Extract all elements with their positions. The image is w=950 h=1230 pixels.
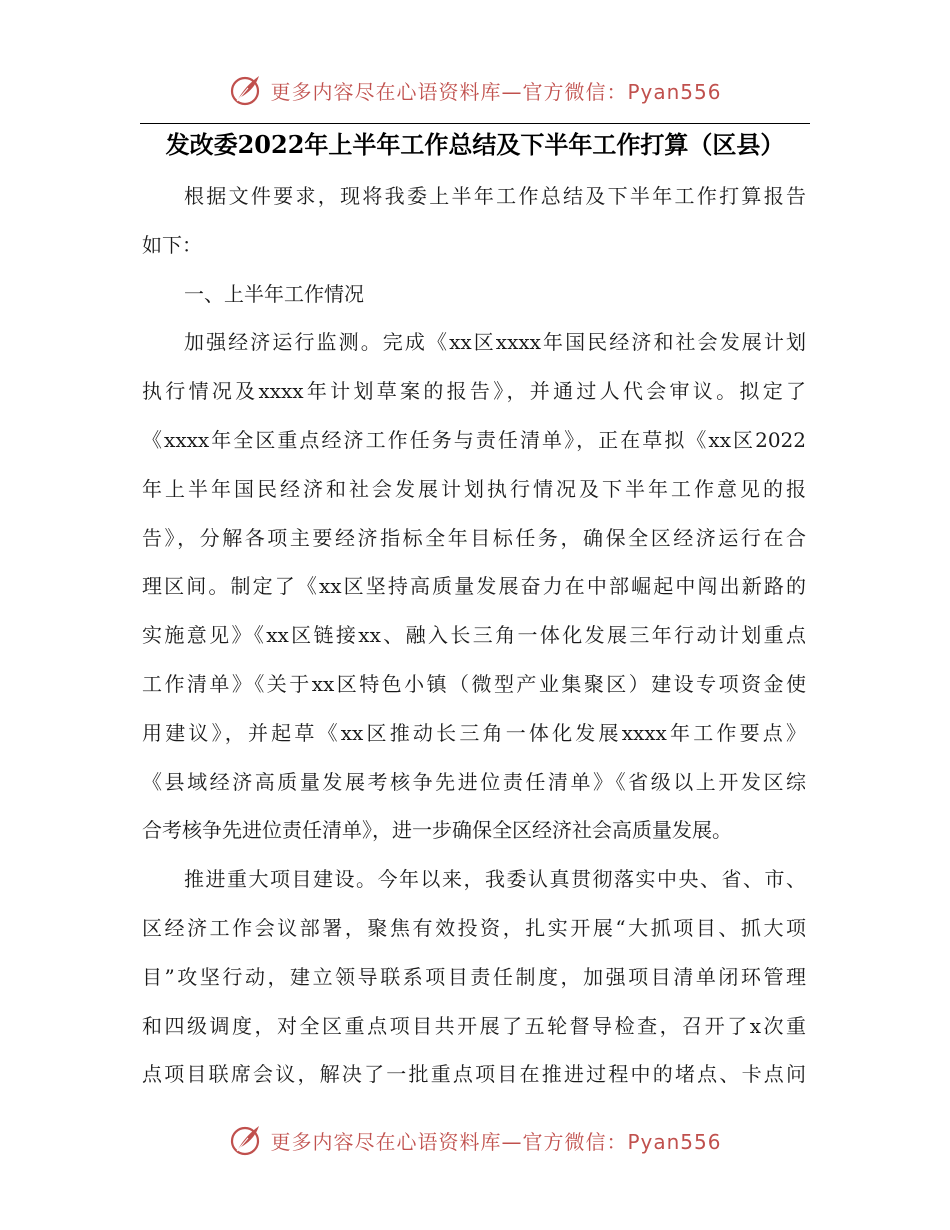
paragraph-line: 目”攻坚行动，建立领导联系项目责任制度，加强项目清单闭环管理 [142, 964, 806, 989]
document-title: 发改委2022年上半年工作总结及下半年工作打算（区县） [165, 130, 785, 159]
paragraph-line: 《xxxx年全区重点经济工作任务与责任清单》，正在草拟《xx区2022 [142, 427, 806, 452]
document-body [142, 176, 806, 1103]
paragraph-line: 理区间。制定了《xx区坚持高质量发展奋力在中部崛起中闯出新路的 [142, 574, 806, 599]
paragraph-line: 实施意见》《xx区链接xx、融入长三角一体化发展三年行动计划重点 [142, 623, 806, 648]
paragraph-line: 执行情况及xxxx年计划草案的报告》，并通过人代会审议。拟定了 [142, 379, 806, 404]
paragraph-line: 和四级调度，对全区重点项目共开展了五轮督导检查，召开了x次重 [142, 1013, 806, 1038]
paragraph-line: 加强经济运行监测。完成《xx区xxxx年国民经济和社会发展计划 [184, 330, 806, 355]
paragraph-line: 《县域经济高质量发展考核争先进位责任清单》《省级以上开发区综 [142, 769, 806, 794]
section-heading: 一、上半年工作情况 [184, 281, 364, 306]
header-divider [140, 123, 810, 124]
feather-quill-icon [228, 72, 264, 108]
watermark-banner-bottom [0, 1120, 950, 1160]
feather-quill-icon [228, 1122, 264, 1158]
paragraph-line: 点项目联席会议，解决了一批重点项目在推进过程中的堵点、卡点问 [142, 1062, 806, 1087]
paragraph-line: 工作清单》《关于xx区特色小镇（微型产业集聚区）建设专项资金使 [142, 671, 806, 696]
paragraph-line: 推进重大项目建设。今年以来，我委认真贯彻落实中央、省、市、 [184, 867, 806, 892]
paragraph-line: 用建议》，并起草《xx区推动长三角一体化发展xxxx年工作要点》 [142, 720, 806, 745]
watermark-text: 更多内容尽在心语资料库—官方微信：Pyan556 [270, 79, 722, 104]
paragraph-line: 告》，分解各项主要经济指标全年目标任务，确保全区经济运行在合 [142, 525, 806, 550]
watermark-text: 更多内容尽在心语资料库—官方微信：Pyan556 [270, 1129, 722, 1154]
paragraph-line: 年上半年国民经济和社会发展计划执行情况及下半年工作意见的报 [142, 476, 806, 501]
paragraph-line: 区经济工作会议部署，聚焦有效投资，扎实开展“大抓项目、抓大项 [142, 915, 806, 940]
paragraph-line: 如下： [142, 232, 202, 257]
watermark-banner-top [0, 70, 950, 110]
paragraph-line: 合考核争先进位责任清单》，进一步确保全区经济社会高质量发展。 [142, 818, 732, 843]
paragraph-line: 根据文件要求，现将我委上半年工作总结及下半年工作打算报告 [184, 184, 806, 208]
